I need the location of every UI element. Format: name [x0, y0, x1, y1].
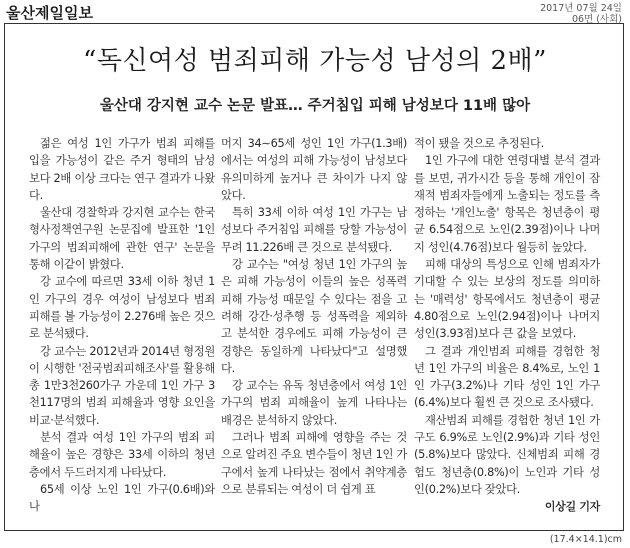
headline: “독신여성 범죄피해 가능성 남성의 2배”	[83, 46, 547, 76]
paragraph: 특히 33세 이하 여성 1인 가구는 남성보다 주거침입 피해를 당할 가능성이 무려 11.226배 큰 것으로 분석됐다.	[221, 206, 407, 254]
paragraph: 젊은 여성 1인 가구가 범죄 피해를 입을 가능성이 같은 주거 형태의 남성보다 2배 이상 크다는 연구 결과가 나왔다.	[29, 137, 215, 202]
paragraph: 적이 됐을 것으로 추정된다.	[414, 137, 544, 150]
paragraph: 피해 대상의 특성으로 인해 범죄자가 기대할 수 있는 보상의 정도를 의미하는 '매력성' 항목에서도 청년층이 평균 4.80점으로 노인(2.94점)이나 나머지 성인(3.93점)보다 큰 값을 보였다.	[414, 258, 600, 341]
article-column-3	[414, 135, 600, 516]
paragraph: 그 결과 개인범죄 피해를 경험한 청년 1인 가구의 비율은 8.4%로, 노인 1인 가구(3.2%)나 기타 성인 1인 가구(6.4%)보다 훨씬 큰 것으로 조사됐다.	[414, 344, 600, 410]
byline: 이상길 기자	[544, 500, 600, 514]
paragraph: 1인 가구에 대한 연령대별 분석 결과를 보면, 귀가시간 등을 통해 개인이 잠재적 범죄자들에게 노출되는 정도를 측정하는 '개인노출' 항목은 청년층이 평균 6.54점으로 노인(2.39점)이나 나머지 성인(4.76점)보다 월등히 높았다.	[414, 154, 600, 254]
masthead: 울산제일일보	[6, 4, 93, 22]
paragraph: 강 교수는 유독 청년층에서 여성 1인 가구의 범죄 피해율이 높게 나타나는 배경은 분석하지 않았다.	[221, 379, 407, 427]
page-section: 06면 (사회)	[571, 14, 622, 25]
paragraph: 강 교수에 따르면 33세 이하 청년 1인 가구의 경우 여성이 남성보다 범죄 피해를 볼 가능성이 2.276배 높은 것으로 분석됐다.	[29, 275, 215, 341]
paragraph: 머지 34∼65세 성인 1인 가구(1.3배)에서는 여성의 피해 가능성이 남성보다 유의미하게 높거나 큰 차이가 나지 않았다.	[221, 137, 407, 202]
paragraph: 분석 결과 여성 1인 가구의 범죄 피해율이 높은 경향은 33세 이하의 청년층에서 두드러지게 나타났다.	[29, 431, 215, 479]
article-column-1	[29, 135, 215, 516]
paragraph: 65세 이상 노인 1인 가구(0.6배)와 나	[29, 482, 215, 514]
subheadline: 울산대 강지현 교수 논문 발표… 주거침입 피해 남성보다 11배 많아	[99, 98, 531, 114]
article-size: (17.4×14.1)cm	[549, 534, 622, 545]
paragraph: 그러나 범죄 피해에 영향을 주는 것으로 알려진 주요 변수들이 청년 1인 가구에서 높게 나타났는 점에서 취약계층으로 분류되는 여성이 더 쉽게 표	[221, 431, 407, 496]
paragraph: 울산대 경찰학과 강지현 교수는 한국형사정책연구원 논문집에 발표한 '1인 가구의 범죄피해에 관한 연구' 논문을 통해 이같이 밝혔다.	[29, 206, 215, 272]
article-column-2	[221, 135, 407, 498]
paragraph: 강 교수는 2012년과 2014년 형정원이 시행한 '전국범죄피해조사'를 활용해 총 1만3천260가구 가운데 1인 가구 3천117명의 범죄 피해율과 영향 요인을 비교·분석했다.	[29, 344, 215, 427]
publish-date: 2017년 07월 24일	[540, 3, 622, 14]
paragraph: 강 교수는 "여성 청년 1인 가구의 높은 피해 가능성이 이들의 높은 성폭력 피해 가능성 때문일 수 있다는 점을 고려해 강간·성추행 등 성폭력을 제외하고 분석한 경우에도 피해 가능성이 큰 경향은 동일하게 나타났다"고 설명했다.	[221, 258, 407, 375]
paragraph: 재산범죄 피해를 경험한 청년 1인 가구도 6.9%로 노인(2.9%)과 기타 성인(5.8%)보다 많았다. 신체범죄 피해 경험도 청년층(0.8%)이 노인과 기타 성인(0.2%)보다 잦았다.	[414, 413, 600, 496]
dateline	[540, 3, 622, 25]
